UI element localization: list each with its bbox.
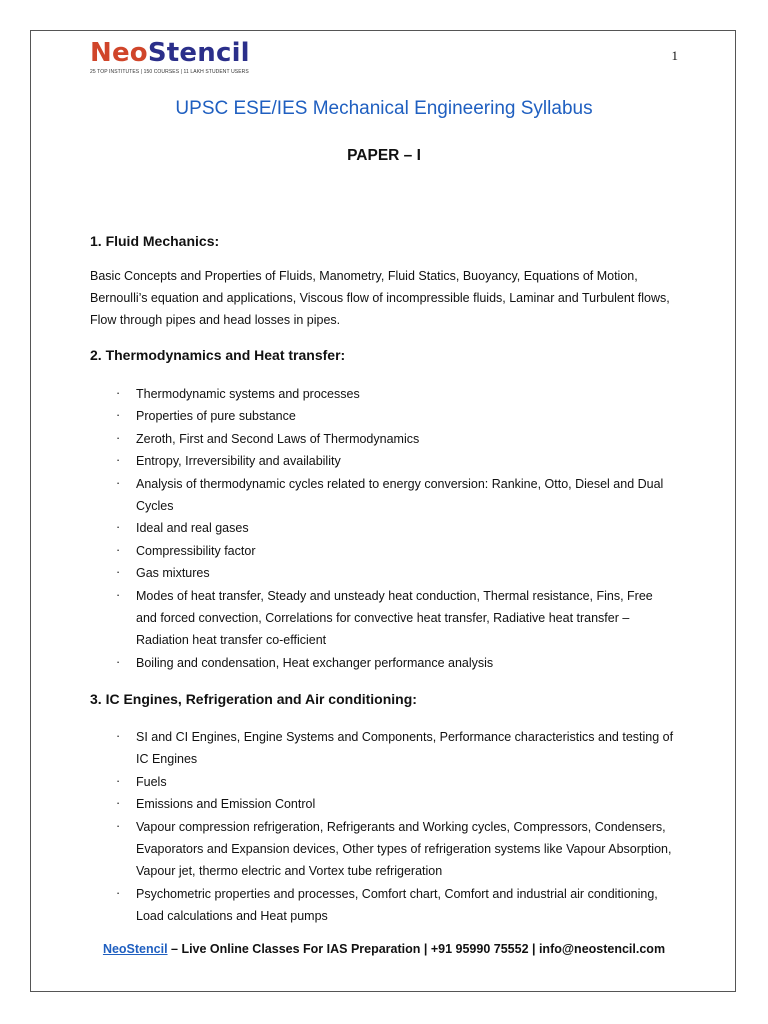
list-item bbox=[0, 652, 676, 674]
bullet-icon: · bbox=[116, 654, 121, 669]
section-heading-ic-engines: 3. IC Engines, Refrigeration and Air conditioning: bbox=[90, 691, 417, 707]
bullet-icon: · bbox=[116, 773, 121, 788]
list-item-text: Ideal and real gases bbox=[136, 521, 249, 536]
list-item bbox=[0, 816, 676, 883]
bullet-icon: · bbox=[116, 565, 121, 580]
list-item-text: Compressibility factor bbox=[136, 543, 256, 558]
list-item bbox=[0, 517, 676, 539]
list-item-text: Zeroth, First and Second Laws of Thermodynamics bbox=[136, 431, 420, 446]
bullet-icon: · bbox=[116, 386, 121, 400]
list-item-text: Analysis of thermodynamic cycles related to energy conversion: Rankine, Otto, Diesel and Dual Cycles bbox=[136, 476, 664, 514]
paper-title: PAPER – I bbox=[347, 147, 421, 164]
bullet-icon: · bbox=[116, 885, 121, 900]
footer bbox=[0, 942, 768, 956]
list-item-text: Vapour compression refrigeration, Refrigerants and Working cycles, Compressors, Condensers, Evaporators and Expansion devices, Other types of refrigeration systems like Vapour Absorption, Vapour jet, thermo electric and Vortex tube refrigeration bbox=[136, 819, 672, 879]
ic-engines-list bbox=[0, 726, 768, 928]
list-item bbox=[0, 450, 676, 472]
list-item bbox=[0, 428, 676, 450]
list-item bbox=[0, 473, 676, 518]
logo-tagline: 25 TOP INSTITUTES | 150 COURSES | 11 LAKH STUDENT USERS bbox=[90, 69, 249, 75]
bullet-icon: · bbox=[116, 587, 121, 602]
bullet-icon: · bbox=[116, 542, 121, 557]
list-item-text: Thermodynamic systems and processes bbox=[136, 387, 360, 401]
section-paragraph-fluid-mechanics: Basic Concepts and Properties of Fluids, Manometry, Fluid Statics, Buoyancy, Equations of Motion, Bernoulli’s equation and applications, Viscous flow of incompressible fluids, Laminar and Turbulent flows, Flow through pipes and head losses in pipes. bbox=[90, 269, 670, 327]
bullet-icon: · bbox=[116, 475, 121, 490]
list-item bbox=[0, 585, 676, 652]
list-item-text: Psychometric properties and processes, Comfort chart, Comfort and industrial air conditioning, Load calculations and Heat pumps bbox=[136, 886, 658, 924]
neostencil-logo bbox=[90, 38, 250, 75]
list-item-text: Gas mixtures bbox=[136, 566, 210, 581]
section-heading-thermodynamics: 2. Thermodynamics and Heat transfer: bbox=[90, 347, 346, 363]
logo-neo-text: Neo bbox=[90, 38, 148, 68]
list-item-text: Boiling and condensation, Heat exchanger performance analysis bbox=[136, 655, 494, 670]
list-item bbox=[0, 562, 676, 584]
bullet-icon: · bbox=[116, 818, 121, 833]
list-item-text: Modes of heat transfer, Steady and unsteady heat conduction, Thermal resistance, Fins, Free and forced convection, Correlations for convective heat transfer, Radiative heat transfer – Radiation heat transfer co-efficient bbox=[136, 588, 653, 648]
bullet-icon: · bbox=[116, 729, 121, 743]
bullet-icon: · bbox=[116, 453, 121, 468]
footer-contact-text: – Live Online Classes For IAS Preparation | +91 95990 75552 | info@neostencil.com bbox=[167, 942, 666, 956]
list-item-text: Emissions and Emission Control bbox=[136, 797, 316, 812]
list-item bbox=[0, 540, 676, 562]
thermodynamics-list bbox=[0, 383, 768, 674]
page-number: 1 bbox=[671, 48, 678, 63]
list-item bbox=[0, 726, 676, 771]
document-title: UPSC ESE/IES Mechanical Engineering Syllabus bbox=[175, 98, 593, 119]
list-item bbox=[0, 383, 676, 405]
section-heading-fluid-mechanics: 1. Fluid Mechanics: bbox=[90, 233, 220, 249]
list-item-text: Fuels bbox=[136, 774, 167, 789]
list-item-text: SI and CI Engines, Engine Systems and Components, Performance characteristics and testing of IC Engines bbox=[136, 730, 674, 767]
neostencil-link[interactable]: NeoStencil bbox=[102, 942, 168, 956]
list-item-text: Entropy, Irreversibility and availability bbox=[136, 454, 341, 469]
bullet-icon: · bbox=[116, 430, 121, 445]
bullet-icon: · bbox=[116, 408, 121, 423]
logo-stencil-text: Stencil bbox=[147, 38, 250, 68]
list-item-text: Properties of pure substance bbox=[136, 409, 296, 424]
list-item bbox=[0, 793, 676, 815]
bullet-icon: · bbox=[116, 796, 121, 811]
list-item bbox=[0, 405, 676, 427]
bullet-icon: · bbox=[116, 520, 121, 535]
list-item bbox=[0, 771, 676, 793]
list-item bbox=[0, 883, 676, 928]
